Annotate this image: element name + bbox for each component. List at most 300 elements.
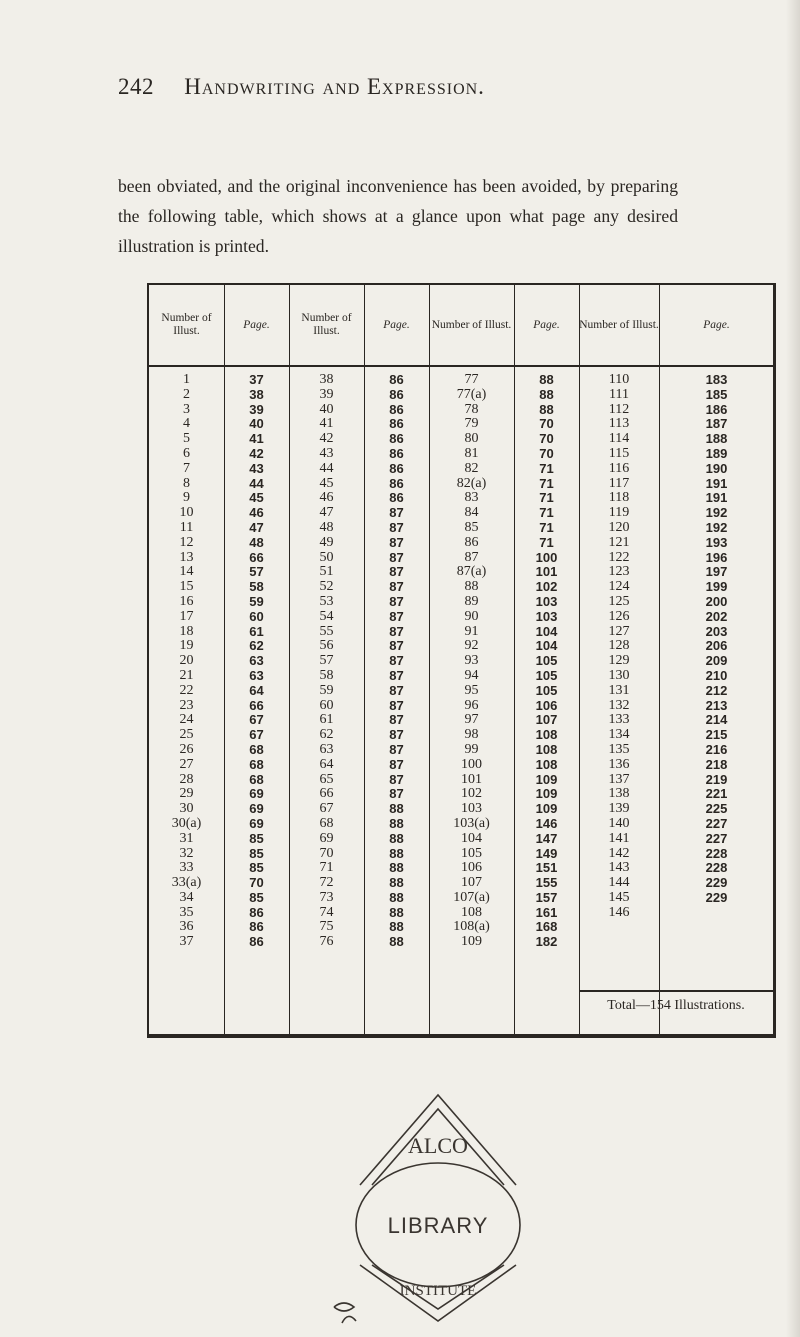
table-cell: 151 [535, 860, 558, 876]
table-cell: 225 [705, 801, 728, 817]
table-cell: 37 [249, 372, 264, 387]
table-cell: 4 [183, 416, 190, 432]
table-cell: 102 [461, 786, 482, 802]
running-title: Handwriting and Expression. [184, 74, 485, 99]
column-header: Number of Illust. [149, 285, 224, 367]
table-cell: 229 [705, 889, 728, 905]
table-cell: 19 [179, 638, 194, 654]
table-cell: 108(a) [453, 919, 490, 935]
table-cell: 107 [535, 712, 558, 728]
table-cell: 40 [319, 401, 334, 417]
table-cell: 58 [319, 667, 334, 683]
table-cell: 103 [535, 608, 558, 624]
table-cell: 88 [464, 579, 479, 595]
table-cell: 97 [464, 712, 479, 728]
table-cell: 85 [249, 889, 264, 905]
table-cell [659, 906, 774, 921]
table-cell: 83 [464, 490, 479, 506]
table-cell: 33 [179, 860, 194, 876]
stamp-flourish-2 [342, 1316, 356, 1323]
table-cell: 66 [249, 549, 264, 565]
running-header [118, 74, 678, 100]
table-cell: 26 [179, 741, 194, 757]
table-cell: 61 [319, 712, 334, 728]
table-cell: 68 [249, 756, 264, 772]
table-cell: 40 [249, 416, 264, 432]
table-cell: 74 [319, 904, 334, 920]
table-cell: 88 [389, 815, 404, 831]
table-cell: 197 [705, 564, 728, 580]
table-cell: 129 [608, 653, 630, 669]
table-cell: 214 [705, 712, 728, 728]
table-cell: 88 [539, 386, 554, 402]
table-cell: 68 [319, 815, 334, 831]
table-cell: 87 [389, 667, 404, 683]
table-cell: 114 [608, 431, 630, 447]
library-stamp [320, 1085, 555, 1330]
table-column-page-number [364, 285, 430, 1034]
table-cell: 99 [464, 741, 479, 757]
table-cell: 127 [608, 623, 630, 639]
table-cell: 59 [249, 593, 264, 609]
table-cell: 60 [249, 608, 264, 624]
column-cells [149, 373, 224, 950]
table-cell: 104 [535, 638, 558, 654]
table-cell: 17 [179, 608, 194, 624]
table-cell: 12 [179, 534, 194, 550]
table-cell: 66 [249, 697, 264, 713]
table-cell: 82(a) [456, 475, 487, 491]
column-header: Page. [659, 285, 774, 367]
table-cell: 103(a) [453, 815, 490, 831]
table-cell: 192 [705, 505, 728, 521]
table-cell: 107 [461, 875, 482, 891]
table-cell: 16 [179, 593, 194, 609]
column-cells [659, 373, 774, 920]
table-cell: 46 [249, 505, 264, 521]
table-cell: 203 [705, 623, 728, 639]
table-cell: 108 [535, 741, 558, 757]
table-cell: 72 [319, 875, 334, 891]
table-column-page-number [514, 285, 580, 1034]
table-cell: 107(a) [453, 889, 490, 905]
table-cell: 155 [535, 875, 558, 891]
table-cell: 68 [249, 741, 264, 757]
table-cell: 85 [464, 519, 479, 535]
table-cell: 218 [705, 756, 728, 772]
table-cell: 46 [319, 490, 334, 506]
table-cell: 87 [389, 756, 404, 772]
table-cell: 202 [705, 608, 728, 624]
table-cell: 66 [319, 786, 334, 802]
table-cell: 123 [608, 564, 630, 580]
table-cell: 47 [319, 505, 334, 521]
table-cell: 55 [319, 623, 334, 639]
table-cell: 69 [319, 830, 334, 846]
table-cell: 48 [319, 519, 334, 535]
table-cell: 122 [608, 549, 630, 565]
table-cell: 85 [249, 860, 264, 876]
table-column-page-number [659, 285, 774, 1034]
table-cell: 32 [179, 845, 194, 861]
table-cell: 39 [249, 401, 264, 417]
table-cell: 14 [179, 564, 194, 580]
table-cell: 213 [705, 697, 728, 713]
table-cell: 29 [179, 786, 194, 802]
table-cell: 47 [249, 519, 264, 535]
table-cell: 105 [535, 653, 558, 669]
table-cell: 228 [705, 845, 728, 861]
table-cell: 110 [608, 372, 630, 387]
table-cell: 81 [464, 445, 479, 461]
table-cell: 85 [249, 830, 264, 846]
table-cell: 87 [389, 682, 404, 698]
table-cell: 10 [179, 505, 194, 521]
table-cell: 71 [539, 534, 554, 550]
table-cell: 24 [179, 712, 194, 728]
table-cell: 126 [608, 608, 630, 624]
table-cell: 21 [179, 667, 194, 683]
table-cell: 86 [389, 475, 404, 491]
table-cell: 18 [179, 623, 194, 639]
table-cell: 2 [183, 386, 190, 402]
table-cell: 186 [705, 401, 728, 417]
table-cell: 183 [705, 372, 728, 387]
table-cell: 88 [389, 889, 404, 905]
table-cell: 63 [249, 653, 264, 669]
table-cell: 109 [461, 934, 482, 950]
table-cell: 196 [705, 549, 728, 565]
table-cell: 71 [539, 505, 554, 521]
table-cell: 87 [389, 564, 404, 580]
table-cell: 147 [535, 830, 558, 846]
table-cell: 86 [389, 431, 404, 447]
table-cell: 216 [705, 741, 728, 757]
table-cell: 58 [249, 579, 264, 595]
table-cell: 193 [705, 534, 728, 550]
table-cell: 44 [319, 460, 334, 476]
table-cell: 91 [464, 623, 479, 639]
table-cell: 209 [705, 653, 728, 669]
table-cell: 71 [539, 460, 554, 476]
table-cell: 52 [319, 579, 334, 595]
table-cell: 109 [535, 801, 558, 817]
table-cell: 69 [249, 815, 264, 831]
table-cell: 30 [179, 801, 194, 817]
table-cell: 105 [535, 682, 558, 698]
table-cell: 146 [535, 815, 558, 831]
table-cell: 87 [389, 697, 404, 713]
table-cell: 113 [608, 416, 630, 432]
table-cell: 138 [608, 786, 630, 802]
table-cell: 71 [539, 490, 554, 506]
table-cell: 118 [608, 490, 630, 506]
column-cells [364, 373, 429, 950]
table-cell: 86 [389, 372, 404, 387]
table-cell: 84 [464, 505, 479, 521]
table-cell: 60 [319, 697, 334, 713]
table-cell: 45 [319, 475, 334, 491]
table-cell: 119 [608, 505, 630, 521]
table-cell: 65 [319, 771, 334, 787]
table-cell: 31 [179, 830, 194, 846]
table-cell: 11 [179, 519, 194, 535]
table-cell: 86 [389, 460, 404, 476]
table-cell: 27 [179, 756, 194, 772]
table-cell: 87(a) [456, 564, 487, 580]
table-cell: 228 [705, 860, 728, 876]
table-cell: 125 [608, 593, 630, 609]
table-cell: 6 [183, 445, 190, 461]
table-cell: 191 [705, 475, 728, 491]
table-cell: 59 [319, 682, 334, 698]
table-cell: 67 [249, 712, 264, 728]
table-cell: 140 [608, 815, 630, 831]
table-cell: 86 [389, 416, 404, 432]
table-cell: 8 [183, 475, 190, 491]
table-cell: 101 [535, 564, 558, 580]
table-cell: 136 [608, 756, 630, 772]
table-cell: 87 [389, 741, 404, 757]
table-cell: 120 [608, 519, 630, 535]
table-cell: 161 [535, 904, 558, 920]
table-cell: 76 [319, 934, 334, 950]
table-cell: 199 [705, 579, 728, 595]
table-cell: 149 [535, 845, 558, 861]
table-cell: 75 [319, 919, 334, 935]
column-header: Page. [364, 285, 429, 367]
table-cell: 100 [535, 549, 558, 565]
table-cell: 64 [249, 682, 264, 698]
column-cells [514, 373, 579, 950]
table-cell: 190 [705, 460, 728, 476]
table-cell: 57 [249, 564, 264, 580]
table-cell: 56 [319, 638, 334, 654]
table-cell: 192 [705, 519, 728, 535]
table-cell: 86 [389, 401, 404, 417]
table-cell: 87 [389, 727, 404, 743]
table-cell: 69 [249, 801, 264, 817]
table-cell: 41 [249, 431, 264, 447]
table-cell: 93 [464, 653, 479, 669]
table-cell: 86 [464, 534, 479, 550]
table-cell: 78 [464, 401, 479, 417]
illustration-index-table [147, 283, 776, 1038]
table-cell: 206 [705, 638, 728, 654]
table-cell: 67 [319, 801, 334, 817]
table-cell: 109 [535, 786, 558, 802]
table-cell: 64 [319, 756, 334, 772]
table-cell: 20 [179, 653, 194, 669]
table-cell: 35 [179, 904, 194, 920]
table-cell: 7 [183, 460, 190, 476]
table-cell: 44 [249, 475, 264, 491]
table-cell: 88 [389, 801, 404, 817]
table-cell: 36 [179, 919, 194, 935]
table-cell: 87 [389, 712, 404, 728]
table-cell: 37 [179, 934, 194, 950]
table-cell: 121 [608, 534, 630, 550]
table-cell: 70 [539, 431, 554, 447]
table-cell: 105 [535, 667, 558, 683]
table-cell: 141 [608, 830, 630, 846]
table-cell: 34 [179, 889, 194, 905]
table-cell: 71 [539, 475, 554, 491]
table-cell: 227 [705, 830, 728, 846]
column-cells [579, 373, 659, 920]
table-cell: 103 [461, 801, 482, 817]
table-cell: 139 [608, 801, 630, 817]
table-cell: 87 [464, 549, 479, 565]
table-cell: 168 [535, 919, 558, 935]
table-cell: 104 [535, 623, 558, 639]
table-cell: 88 [389, 934, 404, 950]
table-cell: 1 [183, 372, 190, 387]
table-cell: 70 [539, 445, 554, 461]
table-cell: 13 [179, 549, 194, 565]
table-cell: 104 [461, 830, 482, 846]
table-cell: 77 [464, 372, 479, 387]
column-cells [429, 373, 514, 950]
intro-paragraph: been obviated, and the original inconvenience has been avoided, by preparing the following table, which shows at a glance upon what page any desired illustration is printed. [118, 176, 678, 256]
table-cell: 88 [539, 401, 554, 417]
table-column-page-number [224, 285, 290, 1034]
table-cell: 15 [179, 579, 194, 595]
table-cell: 70 [249, 875, 264, 891]
column-header: Page. [514, 285, 579, 367]
table-cell: 109 [535, 771, 558, 787]
table-cell: 85 [249, 845, 264, 861]
table-cell: 90 [464, 608, 479, 624]
table-cell: 82 [464, 460, 479, 476]
table-cell: 145 [608, 889, 630, 905]
table-cell: 108 [461, 904, 482, 920]
table-cell: 33(a) [171, 875, 202, 891]
table-cell: 132 [608, 697, 630, 713]
table-cell: 61 [249, 623, 264, 639]
table-cell: 50 [319, 549, 334, 565]
table-cell: 67 [249, 727, 264, 743]
table-cell: 25 [179, 727, 194, 743]
table-cell: 210 [705, 667, 728, 683]
table-cell: 86 [249, 919, 264, 935]
table-cell: 3 [183, 401, 190, 417]
stamp-top-text: ALCO [408, 1133, 468, 1158]
table-cell: 80 [464, 431, 479, 447]
page-number: 242 [118, 74, 154, 99]
table-cell: 28 [179, 771, 194, 787]
table-cell: 87 [389, 653, 404, 669]
table-cell: 115 [608, 445, 630, 461]
table-cell: 87 [389, 786, 404, 802]
table-cell: 142 [608, 845, 630, 861]
table-cell: 157 [535, 889, 558, 905]
table-cell: 88 [389, 830, 404, 846]
table-cell: 182 [535, 934, 558, 950]
table-cell: 69 [249, 786, 264, 802]
table-cell: 87 [389, 505, 404, 521]
table-cell: 77(a) [456, 386, 487, 402]
table-cell: 71 [539, 519, 554, 535]
table-cell: 98 [464, 727, 479, 743]
table-cell: 68 [249, 771, 264, 787]
table-cell: 5 [183, 431, 190, 447]
table-cell: 137 [608, 771, 630, 787]
table-cell: 191 [705, 490, 728, 506]
table-cell: 39 [319, 386, 334, 402]
table-cell: 54 [319, 608, 334, 624]
table-cell: 105 [461, 845, 482, 861]
table-cell: 187 [705, 416, 728, 432]
table-cell: 146 [608, 904, 630, 920]
table-cell: 62 [319, 727, 334, 743]
table-cell: 227 [705, 815, 728, 831]
table-cell: 131 [608, 682, 630, 698]
table-cell: 229 [705, 875, 728, 891]
table-cell: 86 [249, 934, 264, 950]
table-cell: 63 [319, 741, 334, 757]
column-cells [224, 373, 289, 950]
table-cell: 30(a) [171, 815, 202, 831]
table-cell: 87 [389, 519, 404, 535]
column-header: Number of Illust. [579, 285, 659, 367]
scan-edge-shadow [786, 0, 800, 1337]
table-cell: 88 [389, 904, 404, 920]
table-cell: 215 [705, 727, 728, 743]
table-cell: 23 [179, 697, 194, 713]
table-cell: 212 [705, 682, 728, 698]
table-cell: 88 [389, 860, 404, 876]
table-cell: 200 [705, 593, 728, 609]
table-cell: 112 [608, 401, 630, 417]
table-cell: 38 [319, 372, 334, 387]
table-cell: 92 [464, 638, 479, 654]
table-cell: 49 [319, 534, 334, 550]
table-cell: 87 [389, 608, 404, 624]
table-cell: 42 [249, 445, 264, 461]
table-cell: 95 [464, 682, 479, 698]
table-cell: 62 [249, 638, 264, 654]
table-cell: 86 [389, 386, 404, 402]
table-cell: 111 [609, 386, 629, 402]
table-cell: 51 [319, 564, 334, 580]
table-cell: 108 [535, 727, 558, 743]
table-column-illust-number [429, 285, 515, 1034]
table-cell: 108 [535, 756, 558, 772]
table-cell: 185 [705, 386, 728, 402]
table-cell: 96 [464, 697, 479, 713]
table-cell: 9 [183, 490, 190, 506]
table-cell: 88 [389, 845, 404, 861]
table-cell: 94 [464, 667, 479, 683]
table-cell: 43 [249, 460, 264, 476]
table-cell: 100 [461, 756, 482, 772]
table-cell: 88 [389, 919, 404, 935]
table-cell: 63 [249, 667, 264, 683]
table-cell: 144 [608, 875, 630, 891]
table-cell: 53 [319, 593, 334, 609]
table-column-illust-number [579, 285, 660, 1034]
table-cell: 87 [389, 534, 404, 550]
table-cell: 86 [389, 490, 404, 506]
table-cell: 124 [608, 579, 630, 595]
table-cell: 45 [249, 490, 264, 506]
table-cell: 38 [249, 386, 264, 402]
table-cell: 71 [319, 860, 334, 876]
table-cell: 42 [319, 431, 334, 447]
table-cell: 134 [608, 727, 630, 743]
stamp-center-text: LIBRARY [387, 1213, 489, 1238]
